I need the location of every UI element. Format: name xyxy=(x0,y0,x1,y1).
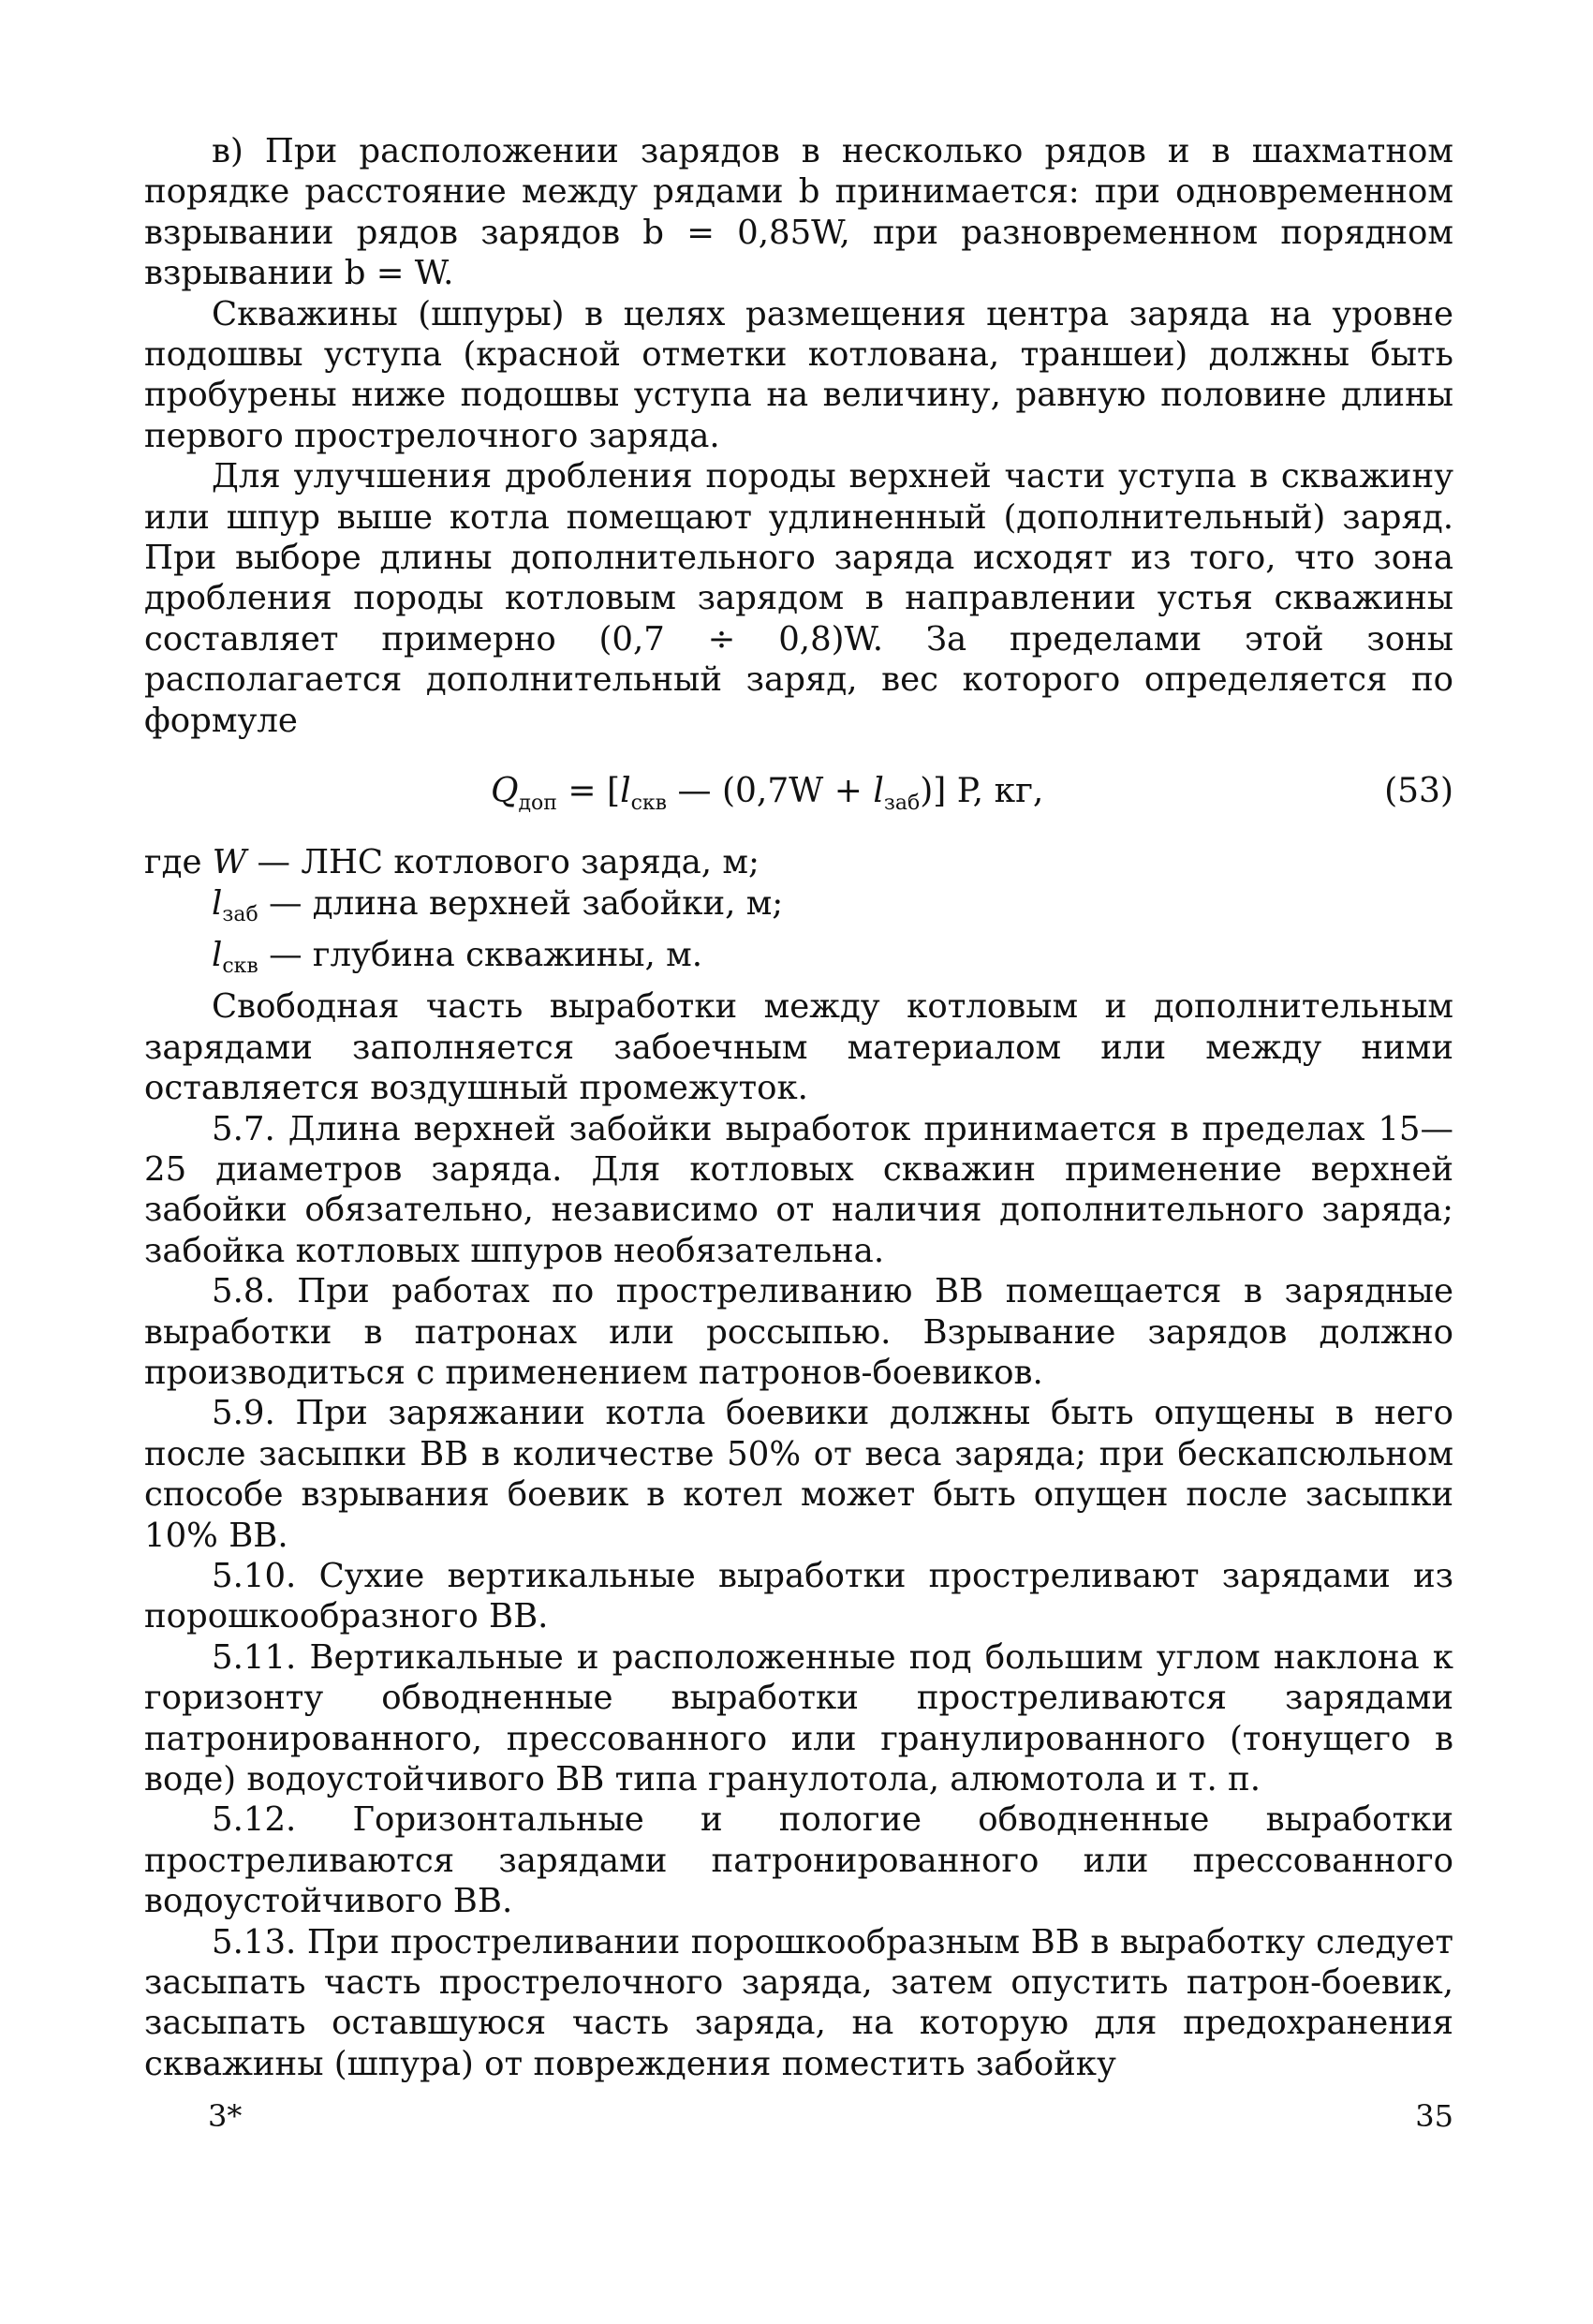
formula-symbol-q: Q xyxy=(491,772,519,811)
paragraph-5-11: 5.11. Вертикальные и расположенные под большим углом наклона к горизонту обводненные выработки простреливаются зарядами патронированного, прессованного или гранулированного (тонущего в воде) водоустойчивого ВВ типа гранулотола, алюмотола и т. п. xyxy=(144,1637,1453,1799)
formula-subscript: заб xyxy=(883,792,921,816)
definition-subscript: заб xyxy=(222,902,258,926)
paragraph: Скважины (шпуры) в целях размещения центра заряда на уровне подошвы уступа (красной отметки котлована, траншеи) должны быть пробурены ниже подошвы уступа на величину, равную половине длины первого прострелочного заряда. xyxy=(144,294,1453,455)
definition-symbol: l xyxy=(212,883,223,923)
formula-53 xyxy=(491,771,1043,823)
formula-subscript: доп xyxy=(518,792,557,816)
formula-symbol-l: l xyxy=(620,772,631,811)
formula-subscript: скв xyxy=(630,792,668,816)
definition-item xyxy=(144,935,1453,986)
paragraph-5-8: 5.8. При работах по простреливанию ВВ помещается в зарядные выработки в патронах или россыпью. Взрывание зарядов должно производиться с применением патронов-боевиков. xyxy=(144,1272,1453,1392)
paragraph: Свободная часть выработки между котловым и дополнительным зарядами заполняется забоечным материалом или между ними оставляется воздушный промежуток. xyxy=(144,987,1453,1108)
definition-text: — ЛНС котлового заряда, м; xyxy=(246,843,760,882)
definition-text: — глубина скважины, м. xyxy=(258,935,702,974)
paragraph-5-10: 5.10. Сухие вертикальные выработки простреливают зарядами из порошкообразного ВВ. xyxy=(144,1557,1453,1636)
paragraph-5-9: 5.9. При заряжании котла боевики должны быть опущены в него после засыпки ВВ в количестве 50% от веса заряда; при бескапсюльном способе взрывания боевик в котел может быть опущен после засыпки 10% ВВ. xyxy=(144,1394,1453,1555)
page-number: 35 xyxy=(1415,2098,1453,2134)
paragraph: Для улучшения дробления породы верхней части уступа в скважину или шпур выше котла помещают удлиненный (дополнительный) заряд. При выборе длины дополнительного заряда исходят из того, что зона дробления породы котловым зарядом в направлении устья скважины составляет примерно (0,7 ÷ 0,8)W. За пределами этой зоны располагается дополнительный заряд, вес которого определяется по формуле xyxy=(144,457,1453,740)
equation-number: (53) xyxy=(1384,772,1453,811)
definition-subscript: скв xyxy=(222,954,258,978)
formula-part: — (0,7W + xyxy=(667,772,874,811)
paragraph: в) При расположении зарядов в несколько рядов и в шахматном порядке расстояние между рядами b принимается: при одновременном взрывании рядов зарядов b = 0,85W, при разновременном порядном взрывании b = W. xyxy=(144,132,1453,293)
paragraph-5-13: 5.13. При простреливании порошкообразным ВВ в выработку следует засыпать часть прострелочного заряда, затем опустить патрон-боевик, засыпать оставшуюся часть заряда, на которую для предохранения скважины (шпура) от повреждения поместить забойку xyxy=(144,1922,1453,2083)
definition-symbol: l xyxy=(212,935,223,974)
definition-item xyxy=(144,883,1453,935)
formula-symbol-l: l xyxy=(873,772,884,811)
paragraph-5-7: 5.7. Длина верхней забойки выработок принимается в пределах 15—25 диаметров заряда. Для котловых скважин применение верхней забойки обязательно, независимо от наличия дополнительного заряда; забойка котловых шпуров необязательна. xyxy=(144,1109,1453,1270)
body-text xyxy=(144,131,1453,2084)
definitions-lead: где xyxy=(144,843,202,882)
definition-item xyxy=(144,842,1453,882)
formula-part: = [ xyxy=(556,772,621,811)
definition-text: — длина верхней забойки, м; xyxy=(258,883,784,923)
definitions-list xyxy=(144,842,1453,986)
paragraph-5-12: 5.12. Горизонтальные и пологие обводненные выработки простреливаются зарядами патронированного или прессованного водоустойчивого ВВ. xyxy=(144,1800,1453,1921)
signature-mark: 3* xyxy=(208,2098,243,2134)
definition-symbol: W xyxy=(212,843,247,882)
formula-part: )] P, кг, xyxy=(920,772,1044,811)
formula-row xyxy=(144,754,1453,829)
